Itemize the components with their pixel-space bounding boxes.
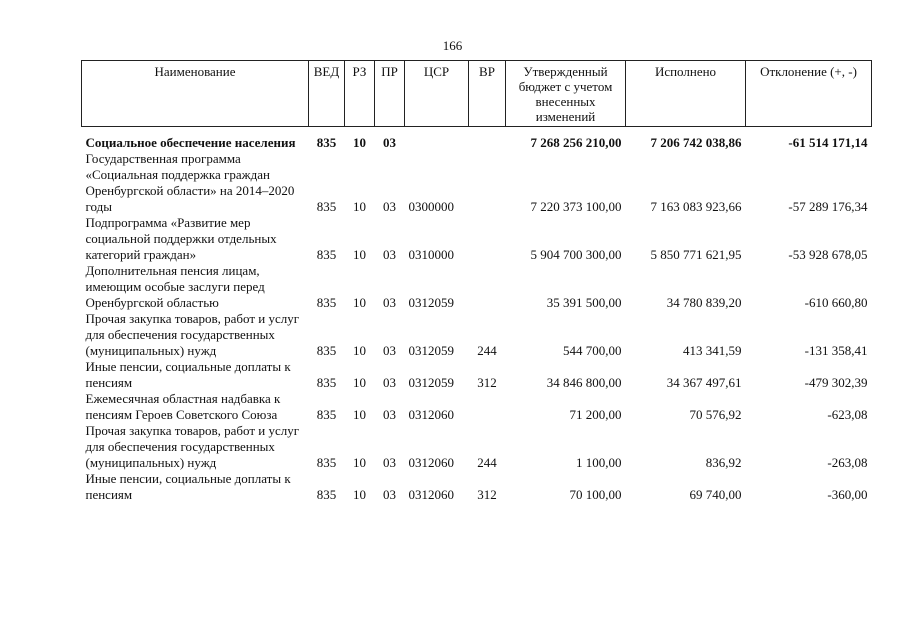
row-ved: 835 bbox=[316, 375, 337, 390]
row-executed: 413 341,59 bbox=[683, 343, 742, 358]
table-row bbox=[82, 215, 872, 263]
header-deviation: Отклонение (+, -) bbox=[746, 61, 872, 127]
row-vr bbox=[469, 215, 506, 263]
row-rz: 10 bbox=[353, 199, 366, 214]
row-approved: 71 200,00 bbox=[569, 407, 622, 422]
row-csr: 0312059 bbox=[408, 343, 454, 358]
row-csr: 0300000 bbox=[408, 199, 454, 214]
row-name: Государственная программа «Социальная поддержка граждан Оренбургской области» на 2014–2020 годы bbox=[85, 151, 295, 214]
row-rz: 10 bbox=[353, 247, 366, 262]
table-row bbox=[82, 311, 872, 359]
row-vr bbox=[469, 263, 506, 311]
header-ved: ВЕД bbox=[309, 61, 345, 127]
row-csr: 0312059 bbox=[408, 295, 454, 310]
header-rz: РЗ bbox=[345, 61, 375, 127]
header-csr: ЦСР bbox=[405, 61, 469, 127]
table-row bbox=[82, 471, 872, 503]
table-body bbox=[82, 127, 872, 504]
row-deviation: -623,08 bbox=[827, 407, 868, 422]
row-ved: 835 bbox=[316, 407, 337, 422]
row-rz: 10 bbox=[353, 487, 366, 502]
row-csr: 0312059 bbox=[408, 375, 454, 390]
row-ved: 835 bbox=[316, 247, 337, 262]
row-approved: 1 100,00 bbox=[576, 455, 622, 470]
row-pr: 03 bbox=[383, 407, 396, 422]
table-row bbox=[82, 127, 872, 152]
row-ved: 835 bbox=[316, 343, 337, 358]
row-approved: 34 846 800,00 bbox=[546, 375, 622, 390]
row-executed: 5 850 771 621,95 bbox=[650, 247, 742, 262]
row-executed: 7 206 742 038,86 bbox=[650, 135, 742, 150]
row-rz: 10 bbox=[353, 407, 366, 422]
row-executed: 69 740,00 bbox=[689, 487, 742, 502]
header-pr: ПР bbox=[375, 61, 405, 127]
row-name: Дополнительная пенсия лицам, имеющим особые заслуги перед Оренбургской областью bbox=[85, 263, 265, 310]
row-name: Социальное обеспечение населения bbox=[85, 135, 296, 150]
row-pr: 03 bbox=[383, 375, 396, 390]
row-name: Прочая закупка товаров, работ и услуг для обеспечения государственных (муниципальных) нужд bbox=[85, 423, 300, 470]
row-approved: 7 268 256 210,00 bbox=[530, 135, 622, 150]
row-vr: 244 bbox=[477, 343, 497, 358]
row-vr: 312 bbox=[477, 375, 497, 390]
row-approved: 7 220 373 100,00 bbox=[530, 199, 622, 214]
row-ved: 835 bbox=[316, 135, 337, 150]
row-name: Подпрограмма «Развитие мер социальной поддержки отдельных категорий граждан» bbox=[85, 215, 277, 262]
header-approved: Утвержденный бюджет с учетом внесенных изменений bbox=[506, 61, 626, 127]
row-vr bbox=[469, 127, 506, 152]
row-ved: 835 bbox=[316, 199, 337, 214]
row-csr bbox=[405, 127, 469, 152]
header-executed: Исполнено bbox=[626, 61, 746, 127]
table-row bbox=[82, 423, 872, 471]
header-vr: ВР bbox=[469, 61, 506, 127]
row-executed: 7 163 083 923,66 bbox=[650, 199, 742, 214]
row-deviation: -360,00 bbox=[827, 487, 868, 502]
table-header bbox=[82, 61, 872, 127]
row-pr: 03 bbox=[383, 199, 396, 214]
row-pr: 03 bbox=[383, 455, 396, 470]
row-deviation: -57 289 176,34 bbox=[788, 199, 868, 214]
row-csr: 0312060 bbox=[408, 407, 454, 422]
row-rz: 10 bbox=[353, 343, 366, 358]
row-name: Иные пенсии, социальные доплаты к пенсиям bbox=[85, 359, 291, 390]
row-name: Ежемесячная областная надбавка к пенсиям Героев Советского Союза bbox=[85, 391, 281, 422]
row-executed: 70 576,92 bbox=[689, 407, 742, 422]
row-ved: 835 bbox=[316, 455, 337, 470]
table-row bbox=[82, 151, 872, 215]
row-executed: 836,92 bbox=[705, 455, 742, 470]
budget-table bbox=[81, 60, 872, 503]
row-ved: 835 bbox=[316, 487, 337, 502]
row-name: Прочая закупка товаров, работ и услуг для обеспечения государственных (муниципальных) нужд bbox=[85, 311, 300, 358]
row-executed: 34 780 839,20 bbox=[666, 295, 742, 310]
row-vr: 244 bbox=[477, 455, 497, 470]
row-csr: 0312060 bbox=[408, 487, 454, 502]
row-pr: 03 bbox=[383, 247, 396, 262]
row-approved: 35 391 500,00 bbox=[546, 295, 622, 310]
row-rz: 10 bbox=[353, 375, 366, 390]
row-pr: 03 bbox=[383, 295, 396, 310]
row-approved: 544 700,00 bbox=[563, 343, 622, 358]
row-executed: 34 367 497,61 bbox=[666, 375, 742, 390]
row-pr: 03 bbox=[383, 343, 396, 358]
row-deviation: -53 928 678,05 bbox=[788, 247, 868, 262]
row-csr: 0312060 bbox=[408, 455, 454, 470]
row-vr bbox=[469, 151, 506, 215]
row-pr: 03 bbox=[383, 487, 396, 502]
row-deviation: -131 358,41 bbox=[804, 343, 868, 358]
row-deviation: -61 514 171,14 bbox=[788, 135, 868, 150]
header-name: Наименование bbox=[82, 61, 309, 127]
row-name: Иные пенсии, социальные доплаты к пенсиям bbox=[85, 471, 291, 502]
row-ved: 835 bbox=[316, 295, 337, 310]
table-row bbox=[82, 263, 872, 311]
table-row bbox=[82, 359, 872, 391]
table-row bbox=[82, 391, 872, 423]
row-deviation: -610 660,80 bbox=[804, 295, 868, 310]
row-csr: 0310000 bbox=[408, 247, 454, 262]
row-pr: 03 bbox=[383, 135, 396, 150]
row-approved: 70 100,00 bbox=[569, 487, 622, 502]
row-approved: 5 904 700 300,00 bbox=[530, 247, 622, 262]
page-number: 166 bbox=[442, 38, 463, 53]
row-rz: 10 bbox=[353, 135, 366, 150]
row-vr bbox=[469, 391, 506, 423]
row-rz: 10 bbox=[353, 455, 366, 470]
row-deviation: -263,08 bbox=[827, 455, 868, 470]
row-vr: 312 bbox=[477, 487, 497, 502]
row-rz: 10 bbox=[353, 295, 366, 310]
row-deviation: -479 302,39 bbox=[804, 375, 868, 390]
